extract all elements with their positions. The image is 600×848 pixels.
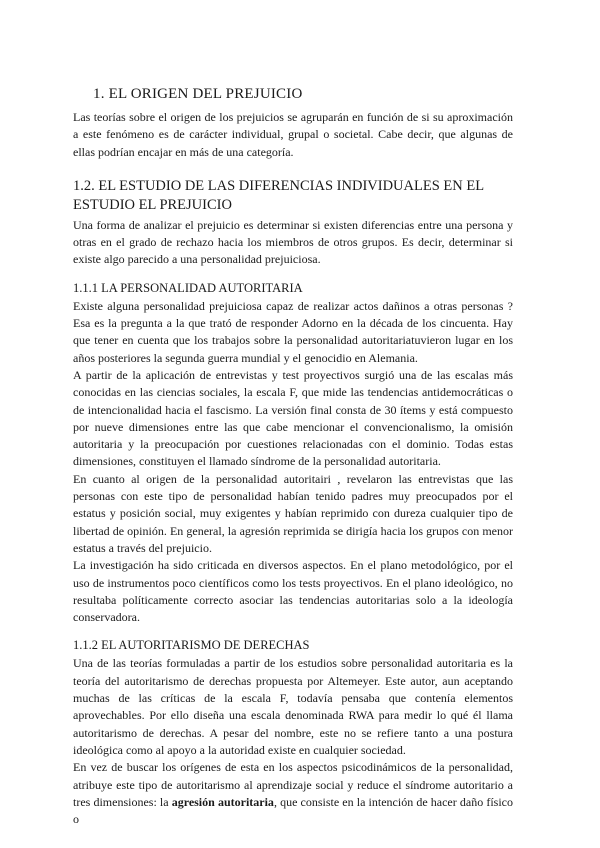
- paragraph-personalidad-2: A partir de la aplicación de entrevistas y test proyectivos surgió una de las escalas más conocidas en las ciencias sociales, la escala F, que mide las tendencias antidemocráticas o de intencionalidad hacia el fascismo. La versión final consta de 30 ítems y está compuesto por nueve dimensiones entre las que cabe mencionar el convencionalismo, la omisión autoritaria y la preocupación por cuestiones relacionadas con el dominio. Todas estas dimensiones, constituyen el llamado síndrome de la personalidad autoritaria.: [73, 367, 513, 469]
- section-heading-diferencias-individuales: 1.2. EL ESTUDIO DE LAS DIFERENCIAS INDIVIDUALES EN EL ESTUDIO EL PREJUICIO: [73, 177, 484, 213]
- paragraph-autoritarismo-2-text-a: En vez de buscar los orígenes de esta en los aspectos psicodinámicos de la personalidad, atribuye este tipo de autoritarismo al aprendizaje social y reduce el síndrome autoritario a tres dimensiones: la: [73, 760, 513, 809]
- paragraph-origen-intro: Las teorías sobre el origen de los prejuicios se agruparán en función de si su aproximación a este fenómeno es de carácter individual, grupal o societal. Cabe decir, que algunas de ellas podrían encajar en más de una categoría.: [73, 110, 513, 159]
- paragraph-diferencias-intro: Una forma de analizar el prejuicio es determinar si existen diferencias entre una persona y otras en el grado de rechazo hacia los miembros de otros grupos. Es decir, determinar si existe algo parecido a una personalidad prejuiciosa.: [73, 217, 513, 267]
- document-content: [73, 86, 513, 828]
- paragraph-personalidad-3: En cuanto al origen de la personalidad autoritairi , revelaron las entrevistas que las personas con este tipo de personalidad habían tenido padres muy preocupados por el estatus y posición social, muy exigentes y habían reprimido con dureza cualquier tipo de libertad de opinión. En general, la agresión reprimida se dirigía hacia los grupos con menor estatus a través del prejuicio.: [73, 471, 513, 555]
- subsection-heading-personalidad-autoritaria: 1.1.1 LA PERSONALIDAD AUTORITARIA: [73, 280, 303, 295]
- section-heading-origen-prejuicio: 1. EL ORIGEN DEL PREJUICIO: [93, 86, 303, 102]
- paragraph-autoritarismo-2: [73, 759, 513, 828]
- paragraph-autoritarismo-1: Una de las teorías formuladas a partir de los estudios sobre personalidad autoritaria es la teoría del autoritarismo de derechas propuesta por Altemeyer. Este autor, aun aceptando muchas de las críticas de la escala F, todavía pensaba que contenía elementos aprovechables. Por ello diseña una escala denominada RWA para medir lo qué él llama autoritarismo de derechas. A pesar del nombre, este no se refiere tanto a una postura ideológica como al apoyo a la autoridad existe en cualquier sociedad.: [73, 656, 513, 757]
- bold-term-agresion-autoritaria: agresión autoritaria: [171, 794, 274, 809]
- paragraph-personalidad-1: Existe alguna personalidad prejuiciosa capaz de realizar actos dañinos a otras personas ? Esa es la pregunta a la que trató de responder Adorno en la década de los cincuenta. Hay que tener en cuenta que los trabajos sobre la personalidad autoritariatuvieron lugar en los años posteriores la segunda guerra mundial y el genocidio en Alemania.: [73, 298, 513, 365]
- paragraph-personalidad-4: La investigación ha sido criticada en diversos aspectos. En el plano metodológico, por el uso de instrumentos poco científicos como los tests proyectivos. En el plano ideológico, no resultaba políticamente correcto asociar las tendencias autoritarias solo a la ideología conservadora.: [73, 558, 513, 625]
- paragraph-autoritarismo-2-text-b: , que consiste en la intención de hacer daño físico o: [73, 794, 513, 827]
- subsection-heading-autoritarismo-derechas: 1.1.2 EL AUTORITARISMO DE DERECHAS: [73, 638, 310, 653]
